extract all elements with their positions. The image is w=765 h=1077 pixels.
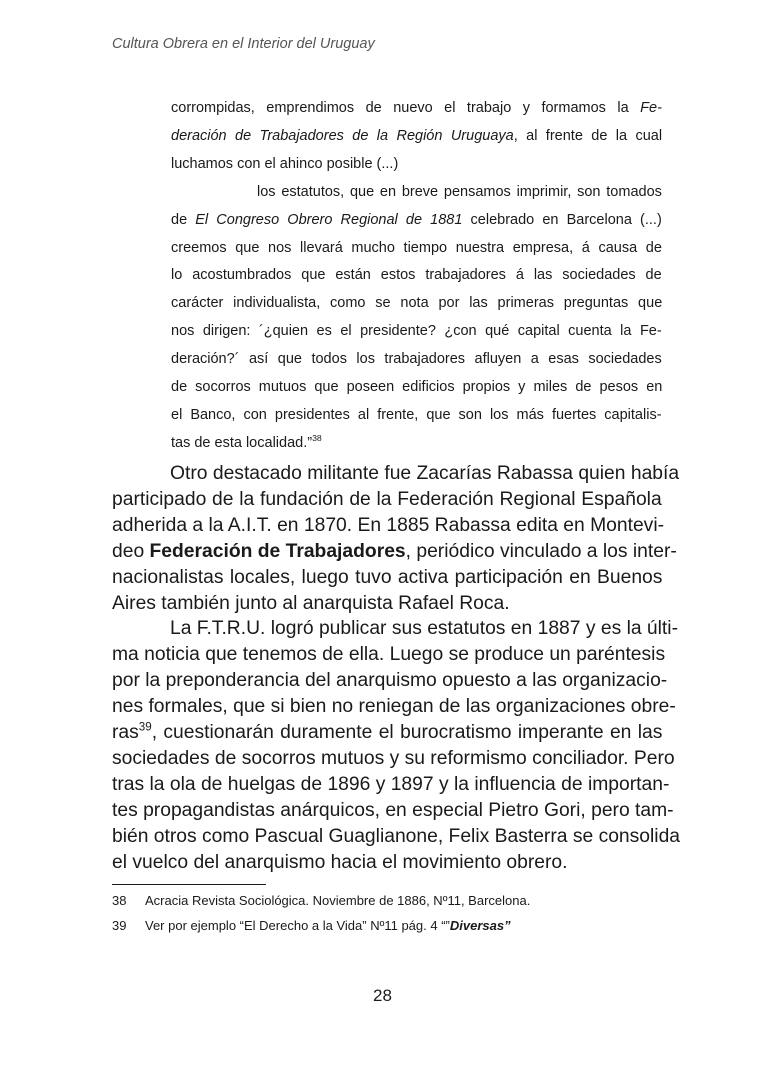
text-run: adherida a la A.I.T. en 1870. En 1885 Rabassa edita en Montevi- xyxy=(112,514,665,536)
running-head: Cultura Obrera en el Interior del Uruguay xyxy=(112,36,375,52)
text-line xyxy=(171,156,398,172)
text-run: tas de esta localidad.” xyxy=(171,434,313,451)
text-run: sociedades de socorros mutuos y su reformismo conciliador. Pero xyxy=(112,747,675,769)
text-line xyxy=(171,407,662,423)
text-line xyxy=(112,826,680,848)
text-line xyxy=(112,696,676,718)
text-run: deo xyxy=(112,540,150,562)
footnote-number: 39 xyxy=(112,918,127,933)
text-run: luchamos con el ahinco posible (...) xyxy=(171,155,399,172)
text-line xyxy=(112,489,662,511)
text-run: El Congreso Obrero Regional de 1881 xyxy=(195,211,463,228)
text-line xyxy=(171,295,662,311)
text-run: creemos que nos llevará mucho tiempo nuestra empresa, á causa de xyxy=(171,239,662,256)
text-run: , cuestionarán duramente el burocratismo imperante en las xyxy=(151,722,663,743)
text-line xyxy=(112,774,669,796)
footnote-divider xyxy=(112,884,266,885)
text-line xyxy=(170,618,678,640)
text-run: bién otros como Pascual Guaglianone, Felix Basterra se consolida xyxy=(112,825,681,847)
text-line xyxy=(112,644,665,666)
text-line xyxy=(171,212,662,228)
text-run: tras la ola de huelgas de 1896 y 1897 y la influencia de importan- xyxy=(112,773,670,795)
text-line xyxy=(112,800,674,822)
text-run: tes propagandistas anárquicos, en especial Pietro Gori, pero tam- xyxy=(112,799,674,821)
text-run: ras xyxy=(112,722,139,743)
text-run: corrompidas, emprendimos de nuevo el trabajo y formamos la xyxy=(171,100,641,116)
text-run: carácter individualista, como se nota por las primeras preguntas que xyxy=(171,295,663,312)
text-line xyxy=(112,541,677,563)
text-run: deración?´ así que todos los trabajadores afluyen a esas sociedades xyxy=(171,351,662,368)
text-line xyxy=(112,748,675,770)
page-number: 28 xyxy=(373,986,392,1005)
text-run: por la preponderancia del anarquismo opuesto a las organizacio- xyxy=(112,670,668,692)
text-run: de socorros mutuos que poseen edificios propios y miles de pesos en xyxy=(171,379,663,395)
text-run: Ver por ejemplo “El Derecho a la Vida” Nº11 pág. 4 “” xyxy=(145,918,450,933)
text-run: Aires también junto al anarquista Rafael Roca. xyxy=(112,592,510,614)
text-line xyxy=(171,267,662,283)
text-line xyxy=(171,100,662,116)
text-run: celebrado en Barcelona (...) xyxy=(462,211,662,228)
footnote-text xyxy=(145,918,511,933)
text-line xyxy=(170,463,679,485)
text-line xyxy=(171,323,662,339)
text-run: el vuelco del anarquismo hacia el movimiento obrero. xyxy=(112,851,568,873)
text-line xyxy=(112,670,667,692)
text-run: , al frente de la cual xyxy=(513,127,663,144)
text-run: Federación de Trabajadores xyxy=(149,540,406,562)
text-line xyxy=(112,567,662,589)
text-line xyxy=(112,593,510,615)
text-run: lo acostumbrados que están estos trabajadores á las sociedades de xyxy=(171,267,662,284)
text-line xyxy=(171,240,662,256)
text-run: Otro destacado militante fue Zacarías Rabassa quien había xyxy=(170,463,680,484)
text-line xyxy=(112,722,662,744)
text-run: los estatutos, que en breve pensamos imprimir, son tomados xyxy=(257,183,662,200)
text-line xyxy=(171,351,662,367)
text-line xyxy=(171,432,322,451)
text-run: Diversas” xyxy=(449,918,511,933)
text-run: deración de Trabajadores de la Región Uruguaya xyxy=(171,127,514,144)
text-line xyxy=(171,379,662,395)
text-line xyxy=(171,128,662,144)
footnote-ref: 38 xyxy=(312,432,322,443)
text-run: participado de la fundación de la Federación Regional Española xyxy=(112,488,662,510)
footnote-ref: 39 xyxy=(138,721,152,734)
text-run: Fe- xyxy=(640,100,662,116)
text-run: La F.T.R.U. logró publicar sus estatutos en 1887 y es la últi- xyxy=(170,618,678,640)
text-line xyxy=(112,515,664,537)
text-line xyxy=(112,852,568,874)
footnote-number: 38 xyxy=(112,893,127,908)
text-run: el Banco, con presidentes al frente, que son los más fuertes capitalis- xyxy=(171,406,662,423)
text-run: ma noticia que tenemos de ella. Luego se produce un paréntesis xyxy=(112,644,666,666)
text-run: nes formales, que si bien no reniegan de las organizaciones obre- xyxy=(112,696,676,718)
text-line xyxy=(257,184,662,200)
text-run: de xyxy=(171,211,196,228)
text-run: Acracia Revista Sociológica. Noviembre de 1886, Nº11, Barcelona. xyxy=(145,893,531,908)
footnote-text xyxy=(145,893,530,908)
text-run: , periódico vinculado a los inter- xyxy=(405,540,677,562)
text-run: nacionalistas locales, luego tuvo activa participación en Buenos xyxy=(112,566,663,588)
text-run: nos dirigen: ´¿quien es el presidente? ¿con qué capital cuenta la Fe- xyxy=(171,323,662,340)
